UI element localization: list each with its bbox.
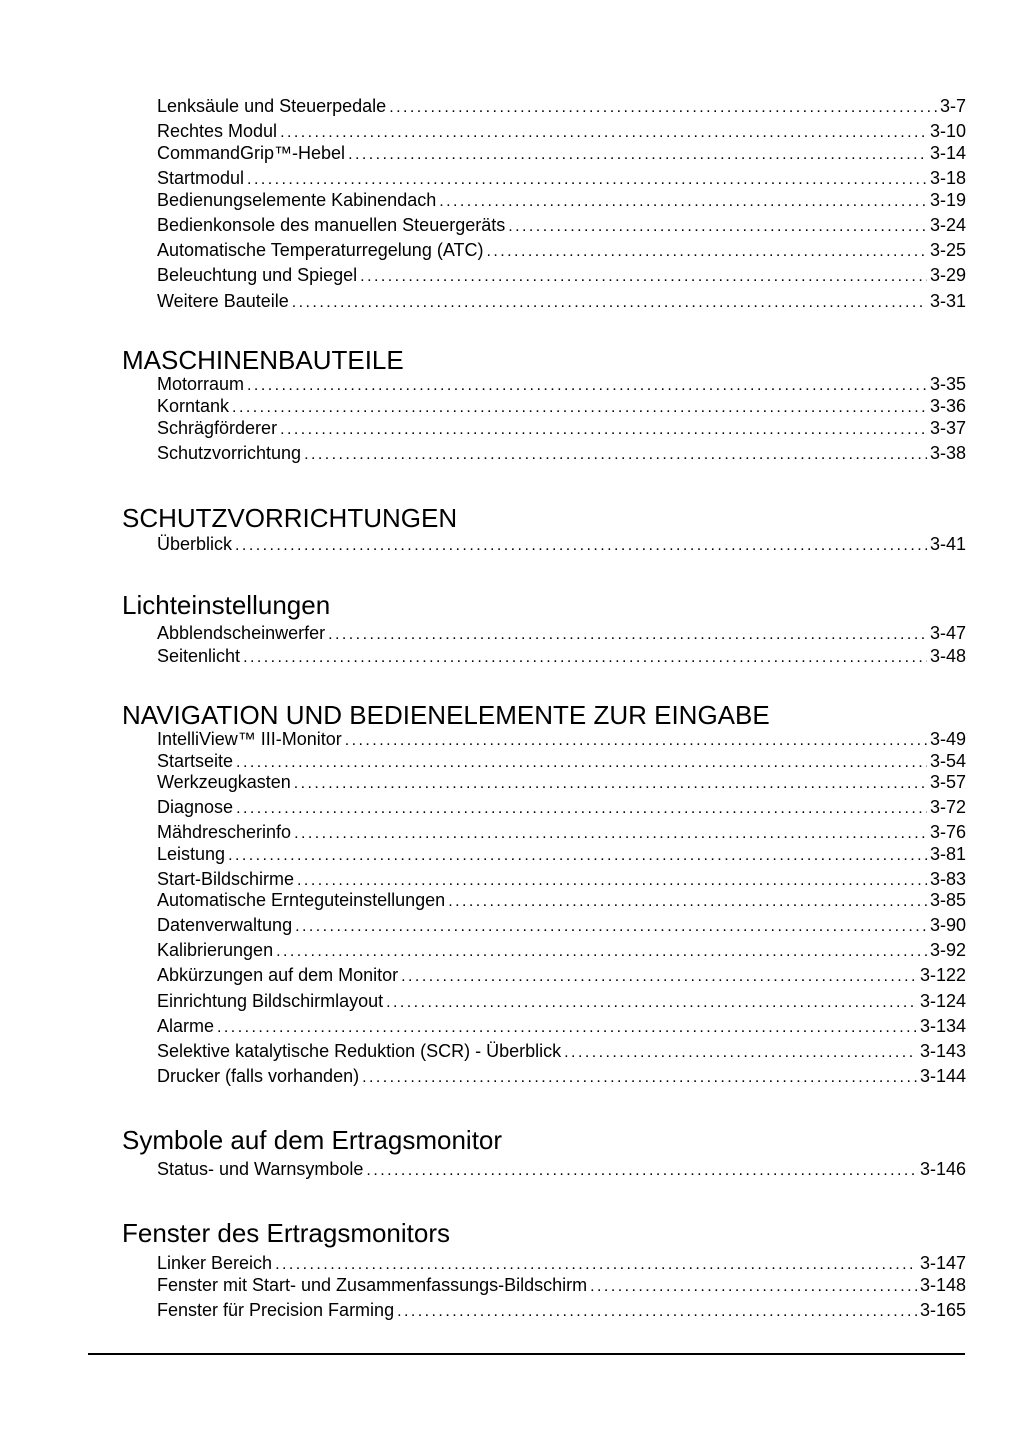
toc-entry[interactable] <box>157 914 966 936</box>
toc-entry[interactable] <box>157 1158 966 1180</box>
dot-leader <box>243 647 927 667</box>
toc-entry[interactable] <box>157 821 966 843</box>
dot-leader <box>236 752 927 772</box>
toc-entry-label: Datenverwaltung <box>157 915 293 935</box>
dot-leader <box>294 773 927 793</box>
dot-leader <box>217 1017 917 1037</box>
toc-entry-label: Kalibrierungen <box>157 940 274 960</box>
dot-leader <box>362 1067 917 1087</box>
toc-entry-label: Motorraum <box>157 374 245 394</box>
toc-entry-label: Fenster für Precision Farming <box>157 1300 395 1320</box>
toc-entry-label: Abkürzungen auf dem Monitor <box>157 965 399 985</box>
toc-entry-label: Startmodul <box>157 168 245 188</box>
toc-entry[interactable] <box>157 239 966 261</box>
toc-entry-label: Alarme <box>157 1016 215 1036</box>
dot-leader <box>235 535 927 555</box>
toc-entry[interactable] <box>157 868 966 890</box>
toc-entry-page: 3-48 <box>929 646 966 666</box>
toc-entry-page: 3-35 <box>929 374 966 394</box>
dot-leader <box>348 144 927 164</box>
toc-entry-label: Einrichtung Bildschirmlayout <box>157 991 384 1011</box>
toc-entry[interactable] <box>157 417 966 439</box>
dot-leader <box>247 375 927 395</box>
dot-leader <box>386 992 917 1012</box>
section-heading[interactable]: Lichteinstellungen <box>122 590 331 620</box>
bottom-rule <box>88 1353 965 1355</box>
toc-entry-label: Leistung <box>157 844 226 864</box>
dot-leader <box>345 730 927 750</box>
section-heading[interactable]: NAVIGATION UND BEDIENELEMENTE ZUR EINGABE <box>122 700 770 730</box>
dot-leader <box>280 122 927 142</box>
toc-entry-page: 3-7 <box>939 96 966 116</box>
section-heading[interactable]: MASCHINENBAUTEILE <box>122 345 404 375</box>
dot-leader <box>564 1042 917 1062</box>
toc-entry[interactable] <box>157 442 966 464</box>
toc-entry[interactable] <box>157 645 966 667</box>
toc-entry[interactable] <box>157 533 966 555</box>
dot-leader <box>508 216 927 236</box>
toc-entry-page: 3-41 <box>929 534 966 554</box>
toc-entry[interactable] <box>157 1015 966 1037</box>
dot-leader <box>297 870 927 890</box>
toc-entry[interactable] <box>157 939 966 961</box>
toc-entry-page: 3-90 <box>929 915 966 935</box>
toc-entry[interactable] <box>157 728 966 750</box>
toc-entry-label: Linker Bereich <box>157 1253 273 1273</box>
toc-entry-label: Drucker (falls vorhanden) <box>157 1066 360 1086</box>
dot-leader <box>486 241 926 261</box>
toc-entry[interactable] <box>157 1252 966 1274</box>
toc-entry-label: Weitere Bauteile <box>157 291 289 311</box>
toc-entry[interactable] <box>157 1274 966 1296</box>
toc-entry-page: 3-54 <box>929 751 966 771</box>
dot-leader <box>276 941 927 961</box>
dot-leader <box>275 1254 917 1274</box>
toc-entry-label: CommandGrip™-Hebel <box>157 143 346 163</box>
toc-entry-label: Startseite <box>157 751 234 771</box>
toc-entry-page: 3-147 <box>919 1253 966 1273</box>
toc-entry-page: 3-165 <box>919 1300 966 1320</box>
toc-entry-page: 3-38 <box>929 443 966 463</box>
toc-entry[interactable] <box>157 1040 966 1062</box>
toc-entry-page: 3-146 <box>919 1159 966 1179</box>
toc-entry-page: 3-24 <box>929 215 966 235</box>
dot-leader <box>228 845 927 865</box>
dot-leader <box>366 1160 917 1180</box>
toc-entry[interactable] <box>157 120 966 142</box>
toc-entry-page: 3-25 <box>929 240 966 260</box>
toc-entry-page: 3-57 <box>929 772 966 792</box>
toc-entry[interactable] <box>157 622 966 644</box>
toc-entry-label: Abblendscheinwerfer <box>157 623 326 643</box>
toc-entry[interactable] <box>157 189 966 211</box>
toc-entry-label: Status- und Warnsymbole <box>157 1159 364 1179</box>
dot-leader <box>397 1301 917 1321</box>
toc-entry-page: 3-92 <box>929 940 966 960</box>
dot-leader <box>401 966 917 986</box>
toc-entry-page: 3-36 <box>929 396 966 416</box>
toc-entry-label: Beleuchtung und Spiegel <box>157 265 358 285</box>
toc-entry[interactable] <box>157 796 966 818</box>
toc-entry[interactable] <box>157 373 966 395</box>
dot-leader <box>304 444 927 464</box>
toc-entry-label: Lenksäule und Steuerpedale <box>157 96 387 116</box>
toc-entry[interactable] <box>157 1065 966 1087</box>
toc-entry[interactable] <box>157 167 966 189</box>
toc-entry[interactable] <box>157 964 966 986</box>
dot-leader <box>360 266 927 286</box>
toc-entry-page: 3-31 <box>929 291 966 311</box>
dot-leader <box>247 169 927 189</box>
dot-leader <box>236 798 927 818</box>
toc-entry-page: 3-83 <box>929 869 966 889</box>
toc-entry-page: 3-18 <box>929 168 966 188</box>
toc-entry-page: 3-143 <box>919 1041 966 1061</box>
toc-entry-label: Überblick <box>157 534 233 554</box>
toc-entry-page: 3-122 <box>919 965 966 985</box>
toc-entry[interactable] <box>157 290 966 312</box>
toc-entry-label: Fenster mit Start- und Zusammenfassungs-Bildschirm <box>157 1275 588 1295</box>
toc-entry-page: 3-49 <box>929 729 966 749</box>
toc-entry[interactable] <box>157 214 966 236</box>
toc-entry-page: 3-19 <box>929 190 966 210</box>
toc-entry-label: Rechtes Modul <box>157 121 278 141</box>
toc-entry[interactable] <box>157 889 966 911</box>
toc-entry-page: 3-148 <box>919 1275 966 1295</box>
dot-leader <box>590 1276 917 1296</box>
toc-entry-label: Automatische Temperaturregelung (ATC) <box>157 240 484 260</box>
toc-entry-label: Werkzeugkasten <box>157 772 291 792</box>
toc-entry-label: Automatische Ernteguteinstellungen <box>157 890 446 910</box>
toc-entry-label: IntelliView™ III-Monitor <box>157 729 342 749</box>
toc-entry[interactable] <box>157 990 966 1012</box>
toc-entry-page: 3-76 <box>929 822 966 842</box>
toc-entry-page: 3-37 <box>929 418 966 438</box>
toc-entry-label: Korntank <box>157 396 230 416</box>
dot-leader <box>232 397 927 417</box>
dot-leader <box>328 624 927 644</box>
toc-entry[interactable] <box>157 142 966 164</box>
dot-leader <box>448 891 927 911</box>
toc-entry-label: Bedienungselemente Kabinendach <box>157 190 437 210</box>
section-heading[interactable]: Fenster des Ertragsmonitors <box>122 1218 451 1248</box>
toc-entry[interactable] <box>157 264 966 286</box>
toc-entry[interactable] <box>157 843 966 865</box>
section-heading[interactable]: SCHUTZVORRICHTUNGEN <box>122 503 458 533</box>
toc-entry-page: 3-29 <box>929 265 966 285</box>
toc-entry[interactable] <box>157 95 966 117</box>
dot-leader <box>292 292 927 312</box>
toc-entry-label: Schutzvorrichtung <box>157 443 302 463</box>
toc-entry-label: Schrägförderer <box>157 418 278 438</box>
toc-entry-label: Start-Bildschirme <box>157 869 295 889</box>
toc-entry-page: 3-124 <box>919 991 966 1011</box>
toc-entry[interactable] <box>157 395 966 417</box>
toc-entry-page: 3-14 <box>929 143 966 163</box>
toc-entry-page: 3-10 <box>929 121 966 141</box>
toc-entry-page: 3-47 <box>929 623 966 643</box>
toc-entry-page: 3-72 <box>929 797 966 817</box>
dot-leader <box>389 97 937 117</box>
toc-entry-label: Bedienkonsole des manuellen Steuergeräts <box>157 215 506 235</box>
toc-entry[interactable] <box>157 771 966 793</box>
dot-leader <box>295 916 927 936</box>
dot-leader <box>439 191 927 211</box>
dot-leader <box>294 823 927 843</box>
toc-entry-page: 3-85 <box>929 890 966 910</box>
toc-entry-page: 3-144 <box>919 1066 966 1086</box>
toc-entry[interactable] <box>157 750 966 772</box>
toc-entry-label: Selektive katalytische Reduktion (SCR) - Überblick <box>157 1041 562 1061</box>
toc-entry-label: Diagnose <box>157 797 234 817</box>
section-heading[interactable]: Symbole auf dem Ertragsmonitor <box>122 1125 503 1155</box>
toc-entry[interactable] <box>157 1299 966 1321</box>
toc-entry-page: 3-134 <box>919 1016 966 1036</box>
toc-entry-page: 3-81 <box>929 844 966 864</box>
dot-leader <box>280 419 927 439</box>
toc-entry-label: Seitenlicht <box>157 646 241 666</box>
toc-entry-label: Mähdrescherinfo <box>157 822 292 842</box>
